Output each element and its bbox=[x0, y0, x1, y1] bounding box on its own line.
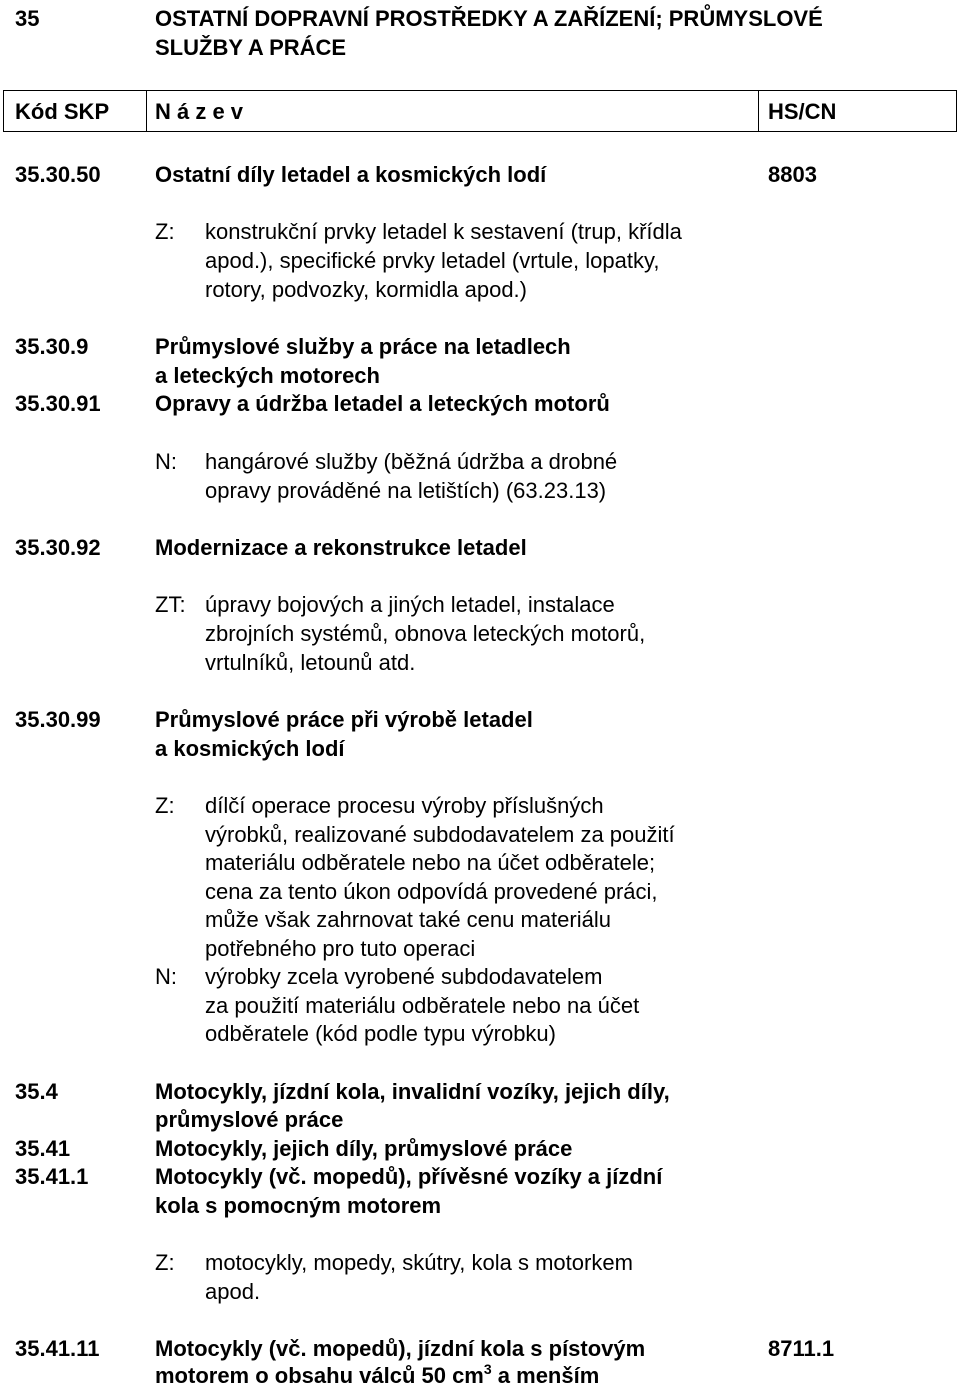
header-divider bbox=[758, 91, 759, 131]
note-line: úpravy bojových a jiných letadel, instalace bbox=[205, 592, 615, 617]
item-hs-code: 8803 bbox=[768, 162, 817, 187]
item-name: Průmyslové práce při výrobě letadel bbox=[155, 707, 533, 732]
item-code: 35.30.99 bbox=[15, 707, 101, 732]
item-name: Opravy a údržba letadel a leteckých motorů bbox=[155, 391, 610, 416]
item-name: Motocykly (vč. mopedů), přívěsné vozíky a jízdní bbox=[155, 1164, 663, 1189]
item-name: Motocykly, jejich díly, průmyslové práce bbox=[155, 1136, 573, 1161]
note-line: může však zahrnovat také cenu materiálu bbox=[205, 907, 611, 932]
note-line: dílčí operace procesu výroby příslušných bbox=[205, 793, 604, 818]
chapter-title-line2: SLUŽBY A PRÁCE bbox=[155, 35, 347, 60]
item-name: a kosmických lodí bbox=[155, 736, 345, 761]
item-code: 35.30.50 bbox=[15, 162, 101, 187]
item-name-part: motorem o obsahu válců 50 cm bbox=[155, 1363, 484, 1388]
item-code: 35.41.11 bbox=[15, 1336, 100, 1361]
item-code: 35.41 bbox=[15, 1136, 71, 1161]
note-line: rotory, podvozky, kormidla apod.) bbox=[205, 277, 527, 302]
item-code: 35.30.91 bbox=[15, 391, 101, 416]
item-name bbox=[155, 1361, 599, 1390]
header-divider bbox=[146, 91, 147, 131]
note-line: cena za tento úkon odpovídá provedené práci, bbox=[205, 879, 658, 904]
note-line: materiálu odběratele nebo na účet odběratele; bbox=[205, 850, 656, 875]
note-line: motocykly, mopedy, skútry, kola s motorkem bbox=[205, 1250, 633, 1275]
note-prefix: Z: bbox=[155, 1250, 175, 1275]
header-hs: HS/CN bbox=[768, 99, 837, 124]
note-line: vrtulníků, letounů atd. bbox=[205, 650, 416, 675]
item-name-part: a menším bbox=[491, 1363, 600, 1388]
note-line: výrobky zcela vyrobené subdodavatelem bbox=[205, 964, 603, 989]
item-hs-code: 8711.1 bbox=[768, 1336, 835, 1361]
note-prefix: ZT: bbox=[155, 592, 186, 617]
item-name: kola s pomocným motorem bbox=[155, 1193, 442, 1218]
header-name: N á z e v bbox=[155, 99, 244, 124]
item-name: Modernizace a rekonstrukce letadel bbox=[155, 535, 527, 560]
note-prefix: Z: bbox=[155, 793, 175, 818]
note-line: zbrojních systémů, obnova leteckých motorů, bbox=[205, 621, 646, 646]
item-code: 35.4 bbox=[15, 1079, 58, 1104]
note-line: hangárové služby (běžná údržba a drobné bbox=[205, 449, 618, 474]
item-name: Ostatní díly letadel a kosmických lodí bbox=[155, 162, 547, 187]
note-prefix: N: bbox=[155, 964, 177, 989]
note-line: odběratele (kód podle typu výrobku) bbox=[205, 1021, 556, 1046]
item-name: Motocykly, jízdní kola, invalidní vozíky, jejich díly, bbox=[155, 1079, 670, 1104]
item-name: a leteckých motorech bbox=[155, 363, 380, 388]
header-code: Kód SKP bbox=[15, 99, 110, 124]
item-code: 35.30.9 bbox=[15, 334, 89, 359]
note-prefix: N: bbox=[155, 449, 177, 474]
note-line: za použití materiálu odběratele nebo na účet bbox=[205, 993, 640, 1018]
item-name: Průmyslové služby a práce na letadlech bbox=[155, 334, 571, 359]
item-code: 35.41.1 bbox=[15, 1164, 89, 1189]
chapter-number: 35 bbox=[15, 6, 40, 31]
superscript-exponent: 3 bbox=[483, 1361, 492, 1377]
note-line: apod. bbox=[205, 1279, 261, 1304]
note-line: potřebného pro tuto operaci bbox=[205, 936, 476, 961]
note-line: výrobků, realizované subdodavatelem za použití bbox=[205, 822, 675, 847]
item-code: 35.30.92 bbox=[15, 535, 101, 560]
note-line: opravy prováděné na letištích) (63.23.13) bbox=[205, 478, 607, 503]
note-line: apod.), specifické prvky letadel (vrtule, lopatky, bbox=[205, 248, 660, 273]
note-prefix: Z: bbox=[155, 219, 175, 244]
chapter-title-line1: OSTATNÍ DOPRAVNÍ PROSTŘEDKY A ZAŘÍZENÍ; PRŮMYSLOVÉ bbox=[155, 6, 823, 31]
note-line: konstrukční prvky letadel k sestavení (trup, křídla bbox=[205, 219, 682, 244]
item-name: Motocykly (vč. mopedů), jízdní kola s pístovým bbox=[155, 1336, 646, 1361]
item-name: průmyslové práce bbox=[155, 1107, 344, 1132]
